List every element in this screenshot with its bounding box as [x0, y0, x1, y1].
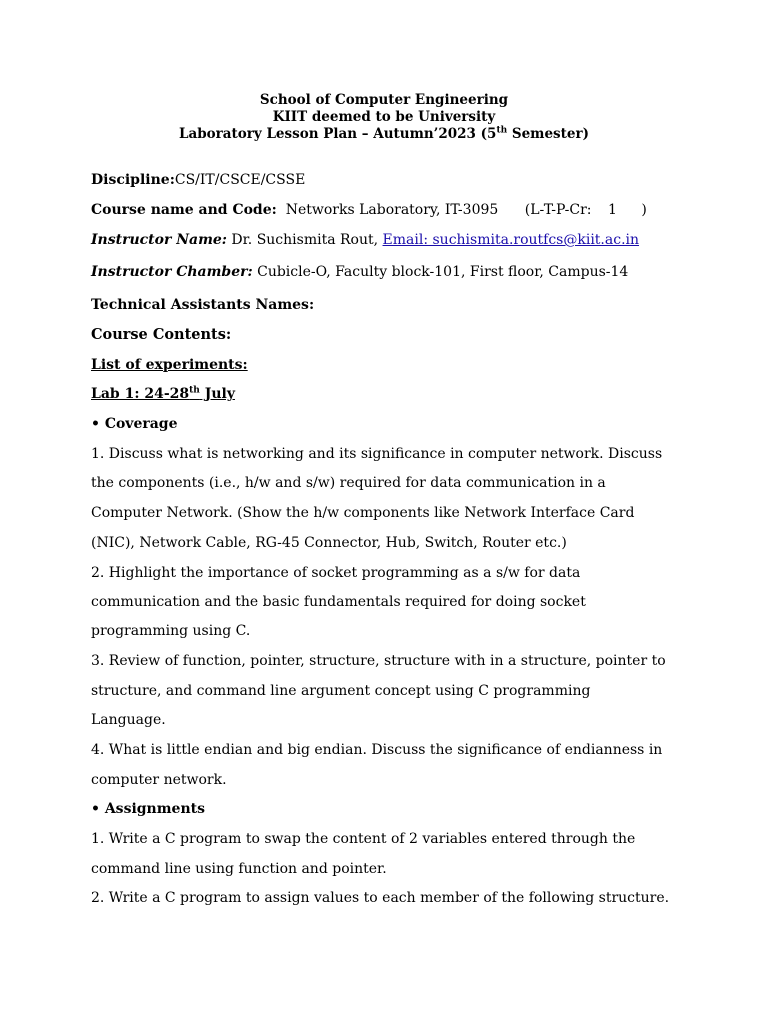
document-header — [0, 92, 768, 143]
instructor-label: Instructor Name: — [91, 232, 227, 248]
coverage-line: (NIC), Network Cable, RG-45 Connector, Hub, Switch, Router etc.) — [91, 535, 567, 551]
coverage-line: Computer Network. (Show the h/w components like Network Interface Card — [91, 505, 635, 521]
course-value: Networks Laboratory, IT-3095 — [285, 202, 499, 218]
chamber-label: Instructor Chamber: — [91, 264, 253, 280]
course-label: Course name and Code: — [91, 202, 277, 218]
lab1-title: Lab 1: 24-28th July — [91, 385, 235, 402]
coverage-heading: • Coverage — [91, 416, 178, 432]
coverage-line: structure, and command line argument concept using C programming — [91, 683, 591, 699]
coverage-line: 4. What is little endian and big endian. Discuss the significance of endianness in — [91, 742, 663, 758]
assignments-heading: • Assignments — [91, 801, 205, 817]
coverage-line: computer network. — [91, 772, 227, 788]
assignment-line: 2. Write a C program to assign values to each member of the following structure. — [91, 890, 670, 906]
coverage-line: 1. Discuss what is networking and its significance in computer network. Discuss — [91, 446, 663, 462]
coverage-line: Language. — [91, 712, 166, 728]
experiments-list-label: List of experiments: — [91, 357, 248, 373]
assignment-line: command line using function and pointer. — [91, 861, 387, 877]
coverage-line: communication and the basic fundamentals required for doing socket — [91, 594, 586, 610]
ltpc-value: 1 — [607, 202, 617, 218]
instructor-email-link[interactable]: Email: suchismita.routfcs@kiit.ac.in — [382, 232, 640, 248]
lesson-plan-title: Laboratory Lesson Plan – Autumn’2023 (5th Semester) — [179, 125, 589, 142]
ltpc-close: ) — [641, 202, 647, 218]
chamber-line — [91, 263, 628, 281]
school-name: School of Computer Engineering — [259, 92, 509, 108]
course-contents-label: Course Contents: — [91, 326, 232, 343]
chamber-value: Cubicle-O, Faculty block-101, First floor, Campus-14 — [257, 264, 629, 280]
coverage-line: 2. Highlight the importance of socket programming as a s/w for data — [91, 565, 581, 581]
ltpc-label: (L-T-P-Cr: — [524, 202, 592, 218]
assignment-line: 1. Write a C program to swap the content of 2 variables entered through the — [91, 831, 636, 847]
discipline-label: Discipline: — [91, 172, 175, 188]
coverage-line: the components (i.e., h/w and s/w) required for data communication in a — [91, 475, 606, 491]
coverage-line: 3. Review of function, pointer, structure, structure with in a structure, pointer to — [91, 653, 666, 669]
discipline-value: CS/IT/CSCE/CSSE — [174, 172, 306, 188]
course-line — [91, 201, 647, 219]
instructor-line — [91, 231, 639, 249]
technical-assistants-label: Technical Assistants Names: — [91, 297, 315, 313]
university-name: KIIT deemed to be University — [272, 109, 496, 125]
discipline-line — [91, 171, 305, 189]
instructor-value: Dr. Suchismita Rout, — [231, 232, 379, 248]
coverage-line: programming using C. — [91, 623, 251, 639]
